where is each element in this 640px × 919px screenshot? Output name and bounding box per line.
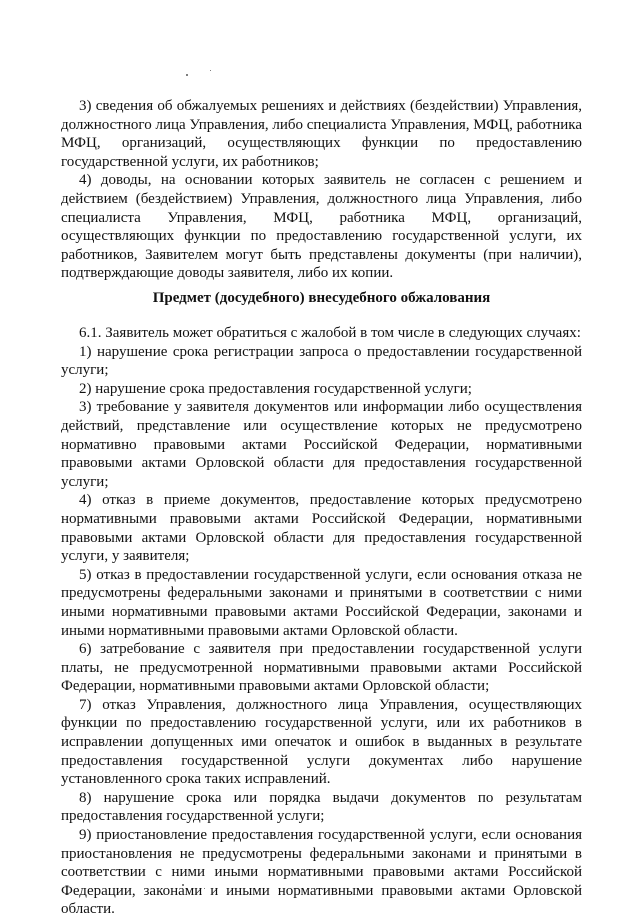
scan-speck — [186, 74, 188, 76]
paragraph: 6.1. Заявитель может обратиться с жалобой в том числе в следующих случаях: — [79, 325, 581, 341]
text-block-top — [61, 97, 582, 283]
paragraph: 6) затребование с заявителя при предоставлении государственной услуги платы, не предусмотренной нормативными правовыми актами Российской Федерации, нормативными правовыми актами Орловской области; — [61, 641, 582, 695]
paragraph: 4) доводы, на основании которых заявитель не согласен с решением и действием (бездействием) Управления, должностного лица Управления, либо специалиста Управления, МФЦ, работника МФЦ, организаций, осуществляющих функции по предоставлению государственной услуги, их работников, Заявителем могут быть представлены документы (при наличии), подтверждающие доводы заявителя, либо их копии. — [61, 172, 582, 282]
paragraph: 5) отказ в предоставлении государственной услуги, если основания отказа не предусмотрены федеральными законами и принятыми в соответствии с ними иными нормативными правовыми актами Российской Федерации, законами и иными нормативными правовыми актами Орловской области. — [61, 566, 582, 639]
paragraph: 3) требование у заявителя документов или информации либо осуществления действий, представление или осуществление которых не предусмотрено нормативно правовыми актами Российской Федерации, нормативными правовыми актами Орловской области для предоставления государственной услуги; — [61, 399, 582, 490]
scan-speck — [210, 70, 211, 71]
text-block-main — [61, 324, 582, 919]
section-heading: Предмет (досудебного) внесудебного обжалования — [152, 290, 491, 306]
paragraph: 2) нарушение срока предоставления государственной услуги; — [79, 380, 472, 397]
paragraph: 3) сведения об обжалуемых решениях и действиях (бездействии) Управления, должностного лица Управления, либо специалиста Управления, МФЦ, работника МФЦ, организаций, осуществляющих функции по предоставлению государственной услуги, их работников; — [61, 98, 582, 170]
paragraph: 1) нарушение срока регистрации запроса о предоставлении государственной услуги; — [61, 343, 582, 379]
paragraph: 4) отказ в приеме документов, предоставление которых предусмотрено нормативными правовыми актами Российской Федерации, нормативными правовыми актами Орловской области для предоставления государственной услуги, у заявителя; — [61, 492, 582, 565]
paragraph: 7) отказ Управления, должностного лица Управления, осуществляющих функции по предоставлению государственной услуги, или их работников в исправлении допущенных ими опечаток и ошибок в выданных в результате предоставления государственной услуги документах либо нарушение установленного срока таких исправлений. — [61, 696, 582, 788]
paragraph: 9) приостановление предоставления государственной услуги, если основания приостановления не предусмотрены федеральными законами и принятыми в соответствии с ними иными нормативными правовыми актами Российской Федерации, законами и иными нормативными правовыми актами Орловской области. — [61, 827, 582, 918]
paragraph: 8) нарушение срока или порядка выдачи документов по результатам предоставления государственной услуги; — [61, 789, 582, 825]
